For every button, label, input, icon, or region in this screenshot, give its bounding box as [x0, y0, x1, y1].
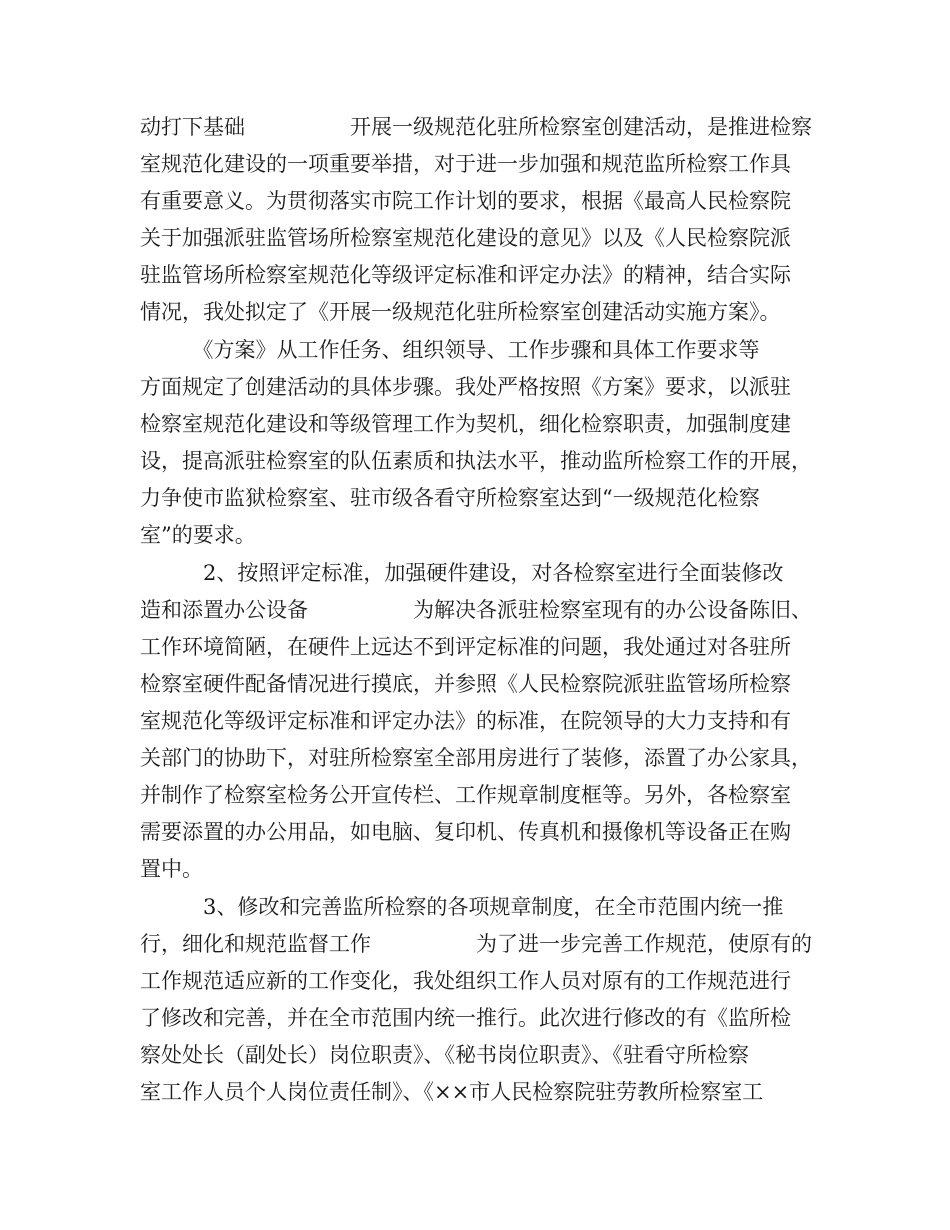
text-line: 动打下基础 开展一级规范化驻所检察室创建活动，是推进检察 [140, 115, 812, 139]
text-line: 室规范化建设的一项重要举措，对于进一步加强和规范监所检察工作具 [140, 152, 791, 176]
text-line: 并制作了检察室检务公开宣传栏、工作规章制度框等。另外，各检察室 [140, 783, 791, 807]
text-line: 驻监管场所检察室规范化等级评定标准和评定办法》的精神，结合实际 [140, 263, 791, 287]
text-line: 关部门的协助下，对驻所检察室全部用房进行了装修，添置了办公家具， [140, 746, 812, 770]
text-line: 方面规定了创建活动的具体步骤。我处严格按照《方案》要求，以派驻 [140, 375, 791, 399]
text-line: 行，细化和规范监督工作 为了进一步完善工作规范，使原有的 [140, 932, 812, 956]
text-line: 察处处长（副处长）岗位职责》、《秘书岗位职责》、《驻看守所检察 [140, 1043, 749, 1067]
text-line: 检察室硬件配备情况进行摸底，并参照《人民检察院派驻监管场所检察 [140, 672, 791, 696]
text-line: 2、按照评定标准，加强硬件建设，对各检察室进行全面装修改 [140, 561, 784, 585]
text-line: 了修改和完善，并在全市范围内统一推行。此次进行修改的有《监所检 [140, 1006, 791, 1030]
text-line: 室”的要求。 [140, 523, 256, 547]
text-line: 工作环境简陋，在硬件上远达不到评定标准的问题，我处通过对各驻所 [140, 635, 791, 659]
text-line: 检察室规范化建设和等级管理工作为契机，细化检察职责，加强制度建 [140, 412, 791, 436]
text-line: 室工作人员个人岗位责任制》、《××市人民检察院驻劳教所检察室工 [140, 1080, 764, 1104]
text-line: 造和添置办公设备 为解决各派驻检察室现有的办公设备陈旧、 [140, 598, 812, 622]
text-line: 需要添置的办公用品，如电脑、复印机、传真机和摄像机等设备正在购 [140, 820, 791, 844]
text-line: 置中。 [140, 857, 203, 881]
text-line: 《方案》从工作任务、组织领导、工作步骤和具体工作要求等 [140, 338, 760, 362]
text-line: 3、修改和完善监所检察的各项规章制度，在全市范围内统一推 [140, 895, 784, 919]
text-line: 室规范化等级评定标准和评定办法》的标准，在院领导的大力支持和有 [140, 709, 791, 733]
text-line: 关于加强派驻监管场所检察室规范化建设的意见》以及《人民检察院派 [140, 226, 791, 250]
text-line: 情况，我处拟定了《开展一级规范化驻所检察室创建活动实施方案》。 [140, 300, 781, 324]
text-line: 工作规范适应新的工作变化，我处组织工作人员对原有的工作规范进行 [140, 969, 791, 993]
text-line: 力争使市监狱检察室、驻市级各看守所检察室达到“一级规范化检察 [140, 486, 760, 510]
text-line: 设，提高派驻检察室的队伍素质和执法水平，推动监所检察工作的开展， [140, 449, 812, 473]
text-line: 有重要意义。为贯彻落实市院工作计划的要求，根据《最高人民检察院 [140, 189, 791, 213]
